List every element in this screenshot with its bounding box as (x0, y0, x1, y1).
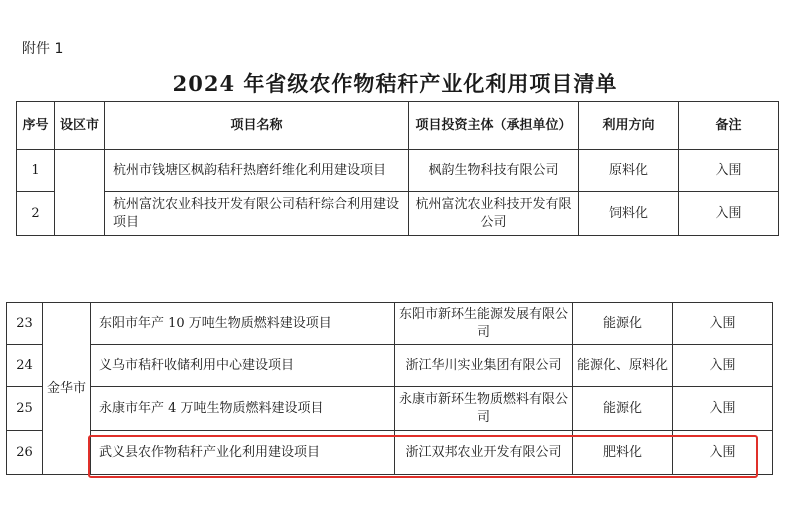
header-investor: 项目投资主体（承担单位） (409, 102, 579, 150)
header-remark: 备注 (679, 102, 779, 150)
cell-region (55, 150, 105, 236)
cell-name: 杭州市钱塘区枫韵秸秆热磨纤维化利用建设项目 (105, 150, 409, 192)
cell-remark: 入围 (679, 192, 779, 236)
cell-seq: 26 (7, 431, 43, 475)
cell-remark: 入围 (673, 387, 773, 431)
table-row (7, 387, 773, 431)
cell-direction: 肥料化 (573, 431, 673, 475)
document-title: 2024 年省级农作物秸秆产业化利用项目清单 (172, 71, 618, 96)
cell-seq: 1 (17, 150, 55, 192)
cell-investor: 东阳市新环生能源发展有限公司 (395, 303, 573, 345)
cell-seq: 2 (17, 192, 55, 236)
cell-direction: 能源化 (573, 387, 673, 431)
table-header-row (17, 102, 779, 150)
cell-direction: 饲料化 (579, 192, 679, 236)
cell-region: 金华市 (43, 303, 91, 475)
cell-investor: 浙江双邦农业开发有限公司 (395, 431, 573, 475)
cell-remark: 入围 (673, 303, 773, 345)
cell-seq: 23 (7, 303, 43, 345)
table-row (17, 150, 779, 192)
cell-investor: 浙江华川实业集团有限公司 (395, 345, 573, 387)
cell-name: 武义县农作物秸秆产业化利用建设项目 (91, 431, 395, 475)
cell-name: 东阳市年产 10 万吨生物质燃料建设项目 (91, 303, 395, 345)
table-row (17, 192, 779, 236)
highlight-box (88, 435, 758, 478)
cell-remark: 入围 (673, 345, 773, 387)
cell-investor: 永康市新环生物质燃料有限公司 (395, 387, 573, 431)
cell-remark: 入围 (673, 431, 773, 475)
attachment-label: 附件 1 (22, 41, 64, 57)
table-row (7, 303, 773, 345)
cell-seq: 24 (7, 345, 43, 387)
cell-remark: 入围 (679, 150, 779, 192)
cell-direction: 原料化 (579, 150, 679, 192)
header-region: 设区市 (55, 102, 105, 150)
project-table-top (16, 101, 779, 236)
cell-name: 杭州富沈农业科技开发有限公司秸秆综合利用建设项目 (105, 192, 409, 236)
header-name: 项目名称 (105, 102, 409, 150)
cell-seq: 25 (7, 387, 43, 431)
header-seq: 序号 (17, 102, 55, 150)
cell-name: 永康市年产 4 万吨生物质燃料建设项目 (91, 387, 395, 431)
cell-direction: 能源化、原料化 (573, 345, 673, 387)
cell-direction: 能源化 (573, 303, 673, 345)
cell-investor: 杭州富沈农业科技开发有限公司 (409, 192, 579, 236)
table-row (7, 345, 773, 387)
header-direction: 利用方向 (579, 102, 679, 150)
cell-investor: 枫韵生物科技有限公司 (409, 150, 579, 192)
cell-name: 义乌市秸秆收储利用中心建设项目 (91, 345, 395, 387)
